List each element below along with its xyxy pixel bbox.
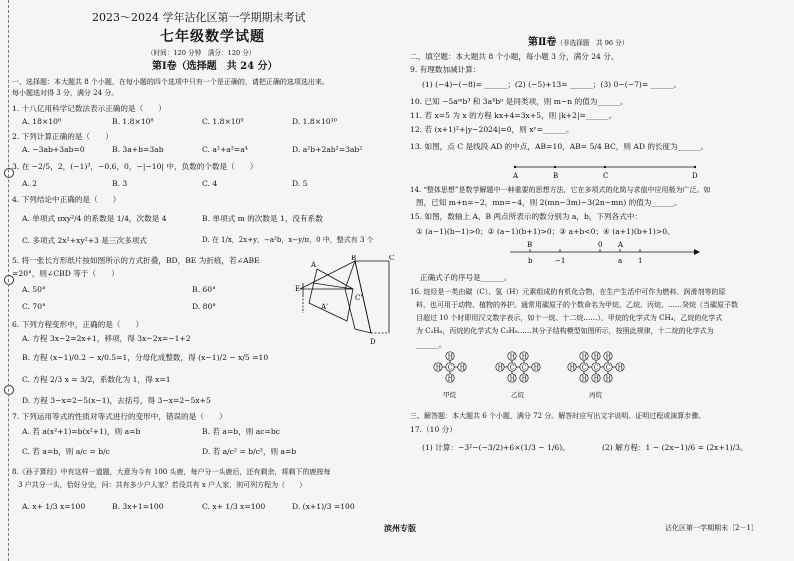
atom-label: H [617,364,623,372]
option: C. 70° [22,302,46,311]
molecule-label: 丙烷 [589,391,602,399]
footer-right: 沾化区第一学期期末［2－1］ [665,524,758,532]
atom-label: H [435,364,441,372]
question-stem: 1. 十八亿用科学记数法表示正确的是（ ） [12,104,166,113]
question-stem: 目超过 10 个时即用汉文数字表示，如十一烷、十二烷……），甲烷的化学式为 CH₄，乙烷的化学式 [416,314,723,322]
option: C. 若 a=b，则 a/c = b/c [22,447,110,456]
fig-label: A [513,172,519,180]
question-stem: 17.（10 分） [410,425,457,434]
question-stem: 6. 下列方程变形中，正确的是（ ） [12,320,144,329]
atom-label: H [593,353,599,361]
atom-label: H [459,364,465,372]
question-part: (2) 解方程：1 − (2x−1)/6 = (2x+1)/3。 [602,443,748,452]
number-line [510,240,700,268]
fig-label: C [603,172,609,180]
question-stem: 为 C₂H₆，丙烷的化学式为 C₃H₈……其分子结构模型如图所示，按照此规律，十二烷的化学式为 [416,327,714,335]
option: C. x+ 1/3 x=100 [202,502,266,511]
axis-label: A [618,241,624,249]
question-stem: 5. 将一张长方形纸片按如图所示的方式折叠，BD，BE 为折痕，若∠ABE [12,256,260,265]
question-stem: 11. 若 x=5 为 x 的方程 kx+4=3x+5，则 |k+2|=______。 [410,111,617,120]
atom-label: C [521,364,527,372]
question-part: (1) 计算：−3²−(−3/2)+6×(1/3 − 1/6)。 [422,443,570,452]
question-stem: 16. 烷烃是一类由碳（C）、氢（H）元素组成的有机化合物，在生产生活中可作为燃料、润滑剂等的原 [410,288,726,296]
subject-title: 七年级数学试题 [160,29,265,45]
fig-label: B [553,172,559,180]
question-stem: 料，也可用于动物、植物的养护。通常用碳原子的个数命名为甲烷、乙烷、丙烷、……癸烷（当碳原子数 [416,301,738,309]
option: C. a²+a²=a⁴ [202,145,248,154]
question-parts: (1) (−4)−(−8)= ______；(2) (−5)+13= ______；(3) 0−(−7)= ______。 [422,80,682,89]
question-stem: 3 户共分一头，恰好分完，问：共有多少户人家？若设共有 x 户人家，则可列方程为（ ） [18,481,307,489]
question-stem: 3. 在 −2/5，2，(−1)³，−0.6，0，−|−10| 中，负数的个数是（ ） [12,162,258,171]
fig-label: A [311,261,317,269]
option: C. 方程 2/3 x = 3/2，系数化为 1，得 x=1 [22,375,171,384]
atom-label: H [605,353,611,361]
atom-label: H [447,375,453,383]
question-stem: 12. 若 (x+1)²+|y−2024|=0，则 xʸ=______。 [410,125,574,134]
question-stem: ______。 [416,340,447,349]
section1-instr: 每小题选对得 3 分，满分 24 分。 [12,89,119,97]
option: A. 18×10⁸ [22,117,62,126]
atom-label: C [447,364,453,372]
atom-label: C [581,364,587,372]
axis-label: 0 [598,241,603,249]
atom-label: C [605,364,611,372]
option: B. 3x+1=100 [112,502,164,511]
section2-title: 第Ⅱ卷 [528,37,557,48]
fig-label: A' [321,303,328,311]
fig-label: D [370,338,376,346]
option: B. 单项式 m 的次数是 1，没有系数 [202,214,323,223]
molecule-label: 乙烷 [511,391,524,399]
footer-center: 滨州专版 [384,523,416,533]
question-stem: 13. 如图，点 C 是线段 AD 的中点，AB=10，AB= 5/4 BC，则 AD 的长度为______。 [410,142,709,151]
atom-label: H [581,353,587,361]
option: A. 方程 3x−2=2x+1，移项，得 3x−2x=−1+2 [22,334,191,343]
option: D. (x+1)/3 =100 [292,502,355,511]
atom-label: H [521,353,527,361]
atom-label: H [497,364,503,372]
axis-label: B [527,241,533,249]
question-stem: 14. “整体思想”是数学解题中一种重要的思想方法，它在多项式的化简与求值中应用极为广泛。如 [410,186,711,194]
option: A. 若 a(x²+1)=b(x²+1)，则 a=b [22,427,141,436]
atom-label: H [533,364,539,372]
option: D. 1.8×10¹⁰ [292,117,337,126]
atom-label: H [605,375,611,383]
fig-label: B [351,255,357,262]
question-stem: 9. 有理数加减计算： [410,65,481,74]
option: D. 80° [192,302,217,311]
section2-subtitle: （非选择题 共 96 分） [556,39,629,47]
right-column [410,8,790,553]
molecule-figure [430,345,660,401]
question-stem: 15. 如图，数轴上 A，B 两点所表示的数分别为 a，b，下列各式中： [410,212,643,221]
fig-label: E [295,285,301,293]
fig-label: C' [355,294,363,302]
option: A. −3ab+3ab=0 [22,145,85,154]
option: A. 2 [22,179,38,188]
axis-label: a [618,257,623,265]
exam-title: 2023～2024 学年沾化区第一学期期末考试 [92,11,306,24]
fold-figure [295,255,397,350]
option: B. 60° [192,285,216,294]
solve-instr: 三、解答题：本大题共 6 个小题，满分 72 分。解答时应写出文字说明、证明过程或演算步骤。 [410,412,706,420]
option: A. 单项式 πxy²/4 的系数是 1/4，次数是 4 [22,214,167,223]
segment-figure [510,159,700,181]
axis-label: 1 [638,257,643,265]
time-info: （时间：120 分钟 满分：120 分） [147,49,256,57]
atom-label: C [593,364,599,372]
question-stem: 2. 下列计算正确的是（ ） [12,132,113,141]
option: A. 50° [22,285,46,294]
option: C. 4 [202,179,218,188]
option: D. 在 1/x，2x+y，−a²b，x−y/π，0 中，整式有 3 个 [202,236,374,244]
binding-line [8,0,9,561]
question-stem: 图，已知 m+n=−2，mn=−4，则 2(mn−3m)−3(2n−mn) 的值为______。 [416,198,682,207]
fig-label: D [692,172,698,180]
question-stem: =20°，则∠CBD 等于（ ） [12,269,119,278]
fill-instr: 二、填空题：本大题共 8 个小题，每小题 3 分，满分 24 分。 [410,52,619,61]
answer-line: 正确式子的序号是______。 [420,273,512,282]
question-stem: 4. 下列结论中正确的是（ ） [12,195,121,204]
section1-instr: 一、选择题：本大题共 8 个小题，在每小题的四个选项中只有一个是正确的，请把正确的选项选出来。 [12,78,329,86]
atom-label: H [509,375,515,383]
axis-label: b [528,257,533,265]
section2-heading [528,38,628,48]
atom-label: H [593,375,599,383]
atom-label: H [581,375,587,383]
atom-label: H [509,353,515,361]
fig-label: C [389,255,395,262]
question-items: ① (a−1)(b−1)>0；② (a−1)(b+1)>0；③ a+b<0；④ (a+1)(b+1)>0。 [416,227,675,236]
option: D. a²b+2ab²=3ab² [292,145,363,154]
option: A. x+ 1/3 x=100 [22,502,86,511]
atom-label: H [521,375,527,383]
axis-label: −1 [555,257,566,265]
option: B. 3 [112,179,128,188]
option: D. 方程 3−x=2−5(x−1)，去括号，得 3−x=2−5x+5 [22,396,211,405]
atom-label: H [569,364,575,372]
atom-label: C [509,364,515,372]
option: C. 1.8×10⁹ [202,117,244,126]
section1-heading: 第Ⅰ卷（选择题 共 24 分） [152,61,278,72]
question-stem: 8.《孙子算经》中有这样一道题，大意为今有 100 头鹿，每户分一头鹿后，还有剩余，将剩下的鹿按每 [12,468,331,476]
left-column [12,8,397,553]
molecule-label: 甲烷 [443,391,456,399]
option: B. 方程 (x−1)/0.2 − x/0.5=1，分母化成整数，得 (x−1)/2 − x/5 =10 [22,353,269,362]
option: B. 3a+b=3ab [112,145,164,154]
atom-label: H [447,353,453,361]
option: C. 多项式 2x²+xy²+3 是三次多项式 [22,236,147,245]
question-stem: 10. 已知 −5aᵐb³ 和 3a⁴bⁿ 是同类项，则 m−n 的值为______。 [410,97,628,106]
option: D. 若 a/c² = b/c²，则 a=b [202,447,297,456]
question-stem: 7. 下列运用等式的性质对等式进行的变形中，错误的是（ ） [12,412,227,421]
option: B. 1.8×10⁸ [112,117,154,126]
option: D. 5 [292,179,308,188]
option: B. 若 a=b，则 ac=bc [202,427,281,436]
